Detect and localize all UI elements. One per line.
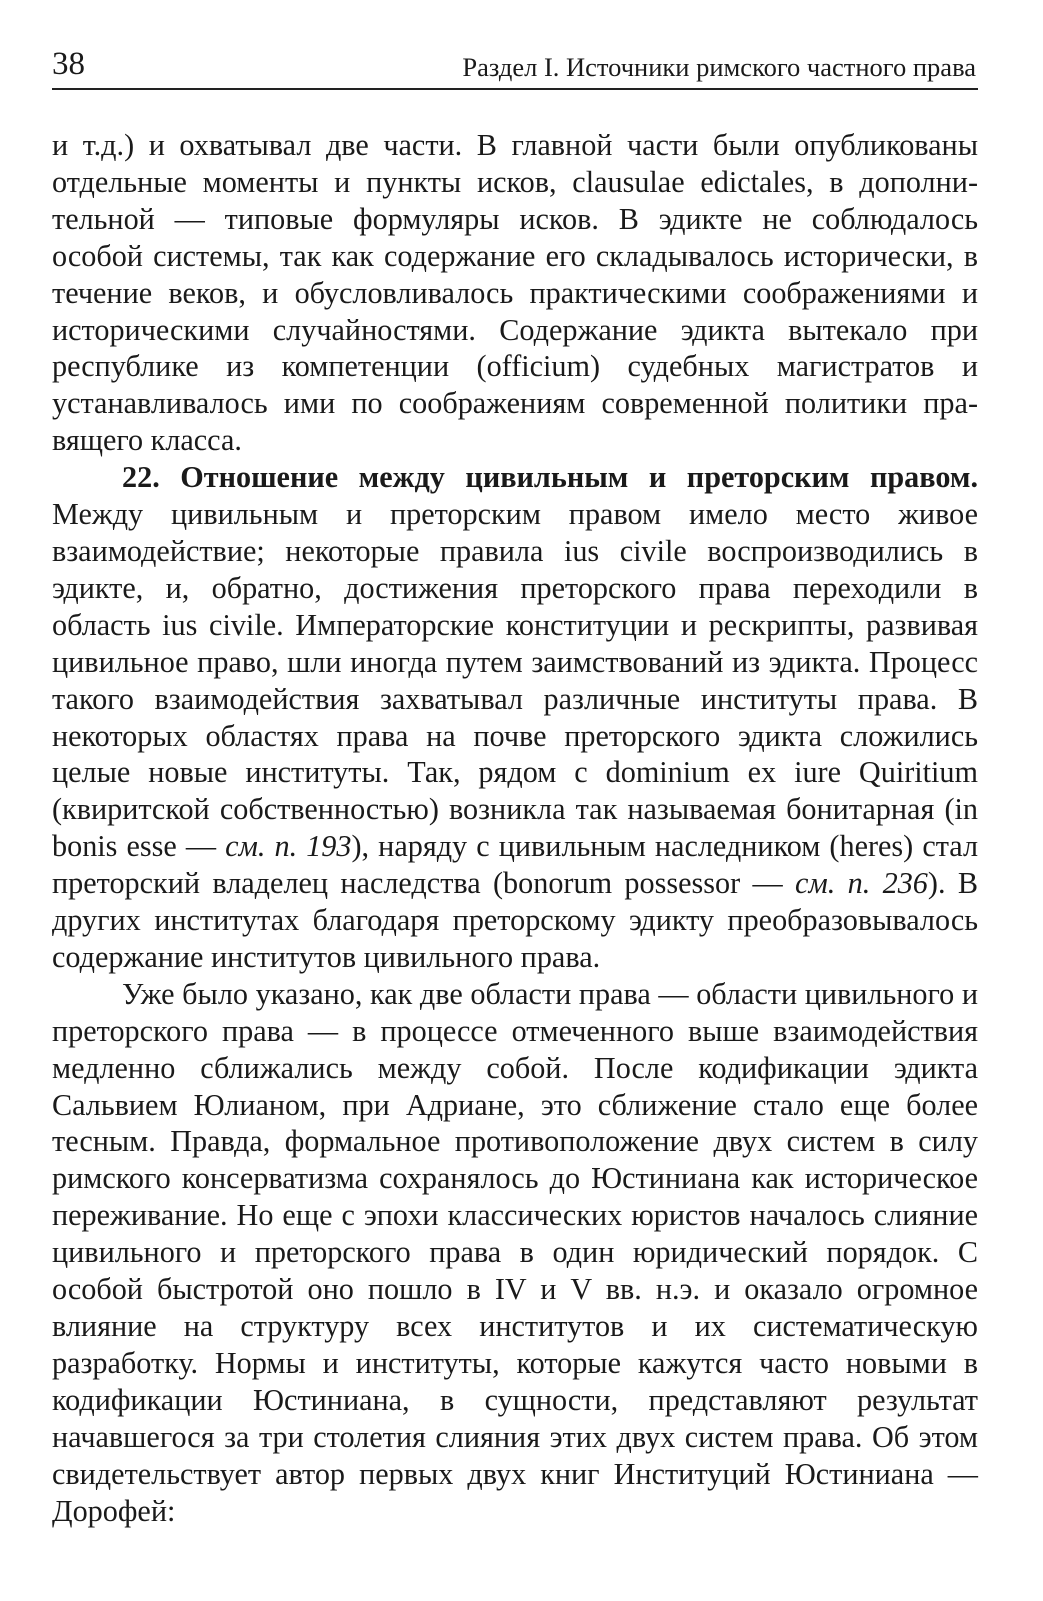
paragraph-text: и т.д.) и охватывал две части. В главной части были опубликованы отдельные моменты и пункты исков, clausulae edictales, в дополнительной — типовые формуляры исков. В эдикте не соблюдалось особой системы, так как содержание его складывалось исторически, в течение веков, и обусловливалось практическими соображениями и историческими случайностями. Содержание эдикта вытекало при республике из компетенции (officium) судебных магистратов и устанавливалось ими по соображениям современной политики правящего класса. [52,128,978,458]
paragraph-text: ). В других институтах благодаря преторскому эдикту преобразовывалось содержание институтов цивильного права. [52,866,978,974]
paragraph-text: Между цивильным и преторским правом имело место живое взаимодействие; некоторые правила ius civile воспроизводились в эдикте, и, обратно, достижения преторского права переходили в область ius civile. Императорские конституции и рескрипты, развивая цивильное право, шли иногда путем заимствований из эдикта. Процесс такого взаимодействия захватывал различные институты права. В некоторых областях права на почве преторского эдикта сложились целые новые институты. Так, рядом с dominium ex iure Quiritium (квиритской собственностью) возникла так называемая бонитарная (in bonis esse — [52,497,978,864]
section-title: Раздел I. Источники римского частного права [462,52,976,82]
paragraph-2 [52,459,978,976]
running-header [52,44,978,90]
body-text [52,127,978,1529]
paragraph-3 [52,976,978,1530]
paragraph-text: ), наряду с цивильным наследником (heres) стал преторский владелец наследства (bonorum possessor — [52,829,979,901]
paragraph-text: Уже было указано, как две области права — области цивильного и преторского права — в процессе отмеченного выше взаимодействия медленно сближались между собой. После кодификации эдикта Сальвием Юлианом, при Адриане, это сближение стало еще более тесным. Правда, формальное противоположение двух систем в силу римского консерватизма сохранялось до Юстиниана как историческое переживание. Но еще с эпохи классических юристов началось слияние цивильного и преторского права в один юридический порядок. С особой быстротой оно пошло в IV и V вв. н.э. и оказало огромное влияние на структуру всех институтов и их систематическую разработку. Нормы и институты, которые кажутся часто новыми в кодификации Юстиниана, в сущности, представляют результат начавшегося за три столетия слияния этих двух систем права. Об этом свидетельствует автор первых двух книг Институций Юстиниана — Дорофей: [52,976,978,1528]
paragraph-heading: 22. Отношение между цивильным и преторским правом. [122,460,978,495]
cross-reference: см. п. 236 [795,866,928,901]
page-number: 38 [52,46,85,82]
cross-reference: см. п. 193 [225,829,352,864]
paragraph-1 [52,127,978,459]
